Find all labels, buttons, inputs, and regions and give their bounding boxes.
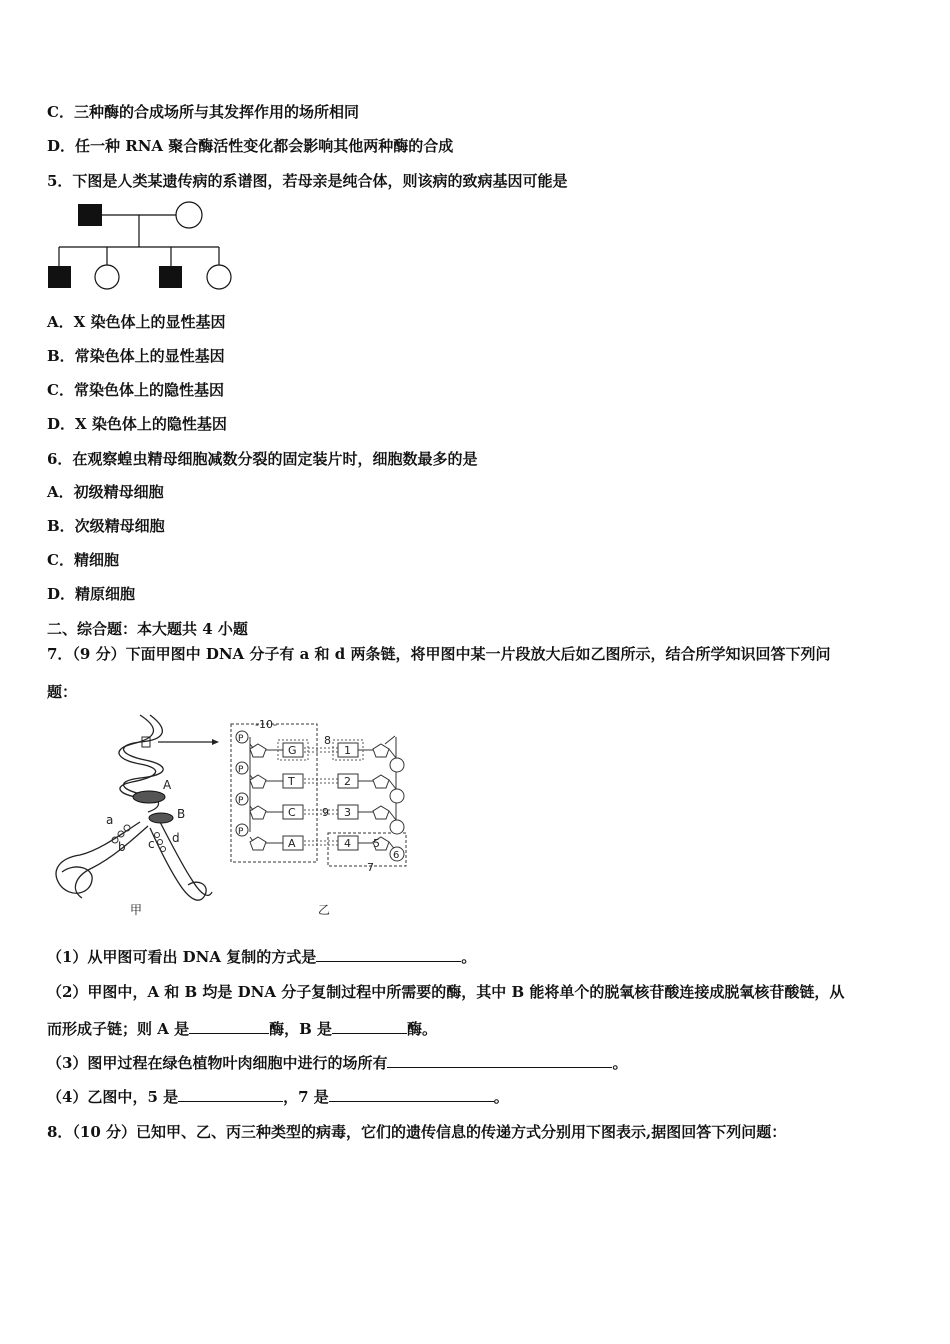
label-B: B — [177, 807, 186, 821]
label-b: b — [118, 840, 126, 854]
sugar-left-4 — [250, 837, 266, 850]
label-c: c — [148, 837, 155, 851]
sugar-right-3 — [373, 806, 389, 819]
phosphate-right-1 — [390, 758, 404, 772]
base-right-2: 2 — [344, 775, 351, 788]
q7-part2-text-b: 酶，B 是 — [269, 1020, 332, 1038]
link-right-1 — [389, 749, 396, 758]
q7-answer-blank-2a[interactable] — [189, 1019, 269, 1034]
q6-option-c: C．精细胞 — [47, 551, 119, 569]
q7-part4-text-b: ，7 是 — [283, 1088, 329, 1106]
phosphate-label-2: P — [238, 765, 244, 775]
q7-answer-blank-3[interactable] — [387, 1053, 612, 1068]
phosphate-label-3: P — [238, 796, 244, 806]
q6-option-a: A．初级精母细胞 — [47, 483, 164, 501]
q7-part1 — [47, 947, 476, 967]
figure-jia-caption: 甲 — [130, 903, 143, 917]
base-left-2: T — [288, 775, 295, 788]
label-d: d — [172, 831, 180, 845]
label-5: 5 — [373, 837, 380, 850]
q7-answer-blank-4b[interactable] — [329, 1087, 494, 1102]
label-8: 8 — [324, 734, 331, 747]
q7-part3-text: （3）图甲过程在绿色植物叶肉细胞中进行的场所有 — [47, 1054, 388, 1072]
q6-option-b: B．次级精母细胞 — [47, 517, 165, 535]
q6-option-d: D．精原细胞 — [47, 585, 136, 603]
label-9: 9 — [322, 806, 329, 819]
sugar-left-3 — [250, 806, 266, 819]
q7-part4 — [47, 1087, 509, 1107]
q5-stem: 5．下图是人类某遗传病的系谱图，若母亲是纯合体，则该病的致病基因可能是 — [47, 172, 568, 190]
base-right-3: 3 — [344, 806, 351, 819]
q5-option-c: C．常染色体上的隐性基因 — [47, 381, 224, 399]
q7-part4-text-a: （4）乙图中，5 是 — [47, 1088, 179, 1106]
q7-part2-text-c: 酶。 — [407, 1020, 438, 1038]
q7-stem-line2: 题： — [47, 683, 78, 701]
sugar-left-1 — [250, 744, 266, 757]
figure-yi-caption: 乙 — [318, 903, 331, 917]
q5-option-b: B．常染色体上的显性基因 — [47, 347, 225, 365]
q8-stem: 8．（10 分）已知甲、乙、丙三种类型的病毒，它们的遗传信息的传递方式分别用下图表示,据图回答下列问题： — [47, 1123, 787, 1141]
q7-part1-end: 。 — [461, 948, 477, 966]
q7-part1-text: （1）从甲图可看出 DNA 复制的方式是 — [47, 948, 317, 966]
label-7: 7 — [367, 861, 374, 874]
q7-stem-line1: 7．（9 分）下面甲图中 DNA 分子有 a 和 d 两条链，将甲图中某一片段放大后如乙图所示，结合所学知识回答下列问 — [47, 645, 831, 663]
q7-part3 — [47, 1053, 627, 1073]
sugar-left-2 — [250, 775, 266, 788]
q7-answer-blank-4a[interactable] — [178, 1087, 283, 1102]
q5-option-d: D．X 染色体上的隐性基因 — [47, 415, 227, 433]
phosphate-label-4: P — [238, 827, 244, 837]
q7-part2-line2 — [47, 1019, 437, 1039]
q4-option-d: D．任一种 RNA 聚合酶活性变化都会影响其他两种酶的合成 — [47, 137, 454, 155]
q7-answer-blank-1[interactable] — [316, 947, 461, 962]
q7-part3-end: 。 — [612, 1054, 628, 1072]
base-right-1: 1 — [344, 744, 351, 757]
base-left-1: G — [288, 744, 297, 757]
q6-stem: 6．在观察蝗虫精母细胞减数分裂的固定装片时，细胞数最多的是 — [47, 450, 478, 468]
label-A: A — [163, 778, 172, 792]
label-6: 6 — [393, 850, 400, 861]
q7-part4-end: 。 — [493, 1088, 509, 1106]
q7-part2-text-a: 而形成子链；则 A 是 — [47, 1020, 190, 1038]
q4-option-c: C．三种酶的合成场所与其发挥作用的场所相同 — [47, 103, 359, 121]
phosphate-right-3 — [390, 820, 404, 834]
link-left-4 — [250, 837, 253, 841]
phosphate-label-1: P — [238, 734, 244, 744]
link-right-3 — [389, 811, 396, 820]
strand-end — [385, 736, 395, 744]
base-left-3: C — [288, 806, 296, 819]
q5-option-a: A．X 染色体上的显性基因 — [47, 313, 226, 331]
link-right-2 — [389, 780, 396, 789]
q7-answer-blank-2b[interactable] — [332, 1019, 407, 1034]
base-right-4: 4 — [344, 837, 351, 850]
base-left-4: A — [288, 837, 296, 850]
sugar-right-1 — [373, 744, 389, 757]
phosphate-right-2 — [390, 789, 404, 803]
label-10: -10- — [255, 718, 277, 731]
label-a: a — [106, 813, 114, 827]
section-heading: 二、综合题：本大题共 4 小题 — [47, 620, 248, 638]
q7-part2-line1: （2）甲图中，A 和 B 均是 DNA 分子复制过程中所需要的酶，其中 B 能将单个的脱氧核苷酸连接成脱氧核苷酸链，从 — [47, 983, 845, 1001]
sugar-right-2 — [373, 775, 389, 788]
